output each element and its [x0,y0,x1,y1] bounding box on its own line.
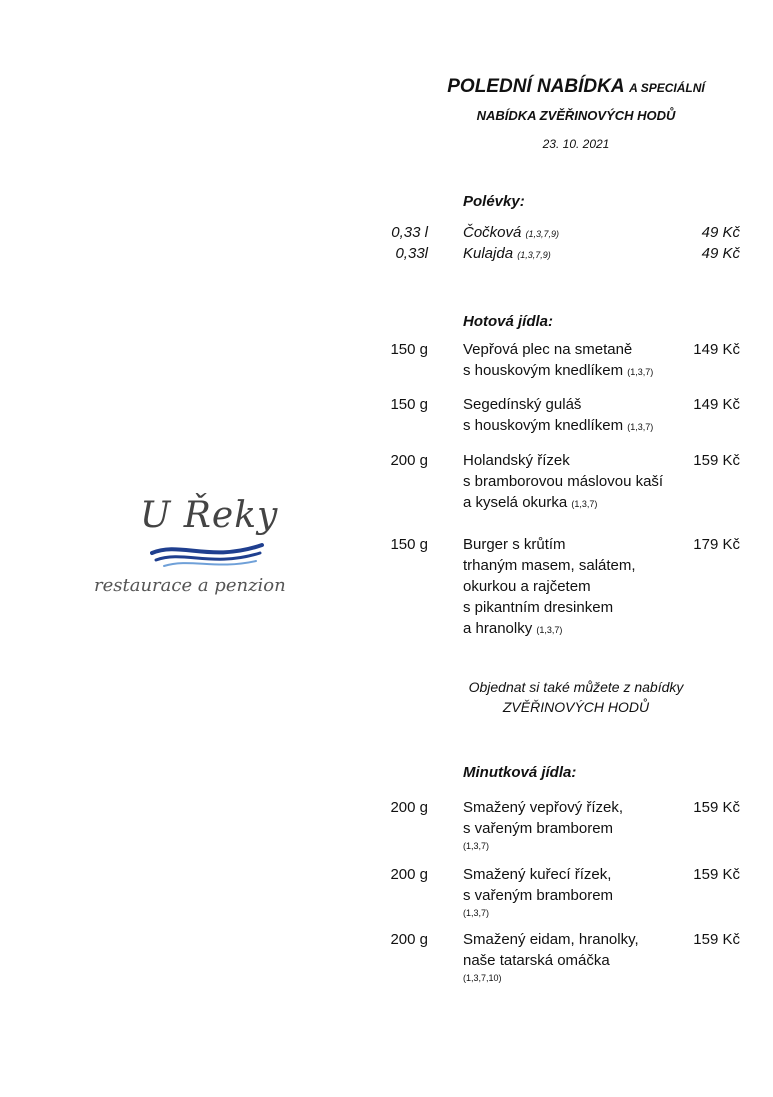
soup-price: 49 Kč [701,245,740,262]
dish-line: Burger s krůtím [463,536,566,553]
dish-line: s vařeným bramborem [463,887,614,904]
soup-allergens: (1,3,7,9) [525,229,560,239]
dish-line: Smažený vepřový řízek, [463,799,624,816]
dish-line: s vařeným bramborem [463,820,614,837]
dish-price: 149 Kč [693,341,740,358]
logo [90,495,300,615]
dish-allergens: (1,3,7) [571,499,598,509]
section-heading-soups: Polévky: [463,193,525,210]
soup-name: Čočková [463,224,522,241]
section-heading-main-dishes: Hotová jídla: [463,313,554,330]
dish-qty: 200 g [390,452,428,469]
menu-date: 23. 10. 2021 [542,137,610,151]
dish-allergens: (1,3,7) [627,422,654,432]
menu-title [400,76,752,98]
soup-allergens: (1,3,7,9) [517,250,551,260]
dish-line: Smažený eidam, hranolky, [463,931,639,948]
dish-line: Vepřová plec na smetaně [463,341,633,358]
dish-qty: 150 g [390,341,428,358]
dish-price: 159 Kč [693,866,740,883]
dish-line: s houskovým knedlíkem [463,362,624,379]
wave-icon [150,539,265,569]
dish-line: Holandský řízek [463,452,570,469]
dish-line: s pikantním dresinkem [463,599,614,616]
soup-price: 49 Kč [701,224,740,241]
dish-price: 159 Kč [693,931,740,948]
dish-qty: 200 g [390,866,428,883]
dish-line: s houskovým knedlíkem [463,417,624,434]
dish-allergens: (1,3,7,10) [463,973,502,983]
dish-allergens: (1,3,7) [463,841,490,851]
logo-tagline: restaurace a penzion [94,575,286,596]
dish-line: a kyselá okurka [463,494,568,511]
dish-allergens: (1,3,7) [627,367,654,377]
dish-line: trhaným masem, salátem, [463,557,636,574]
dish-line: okurkou a rajčetem [463,578,591,595]
section-heading-quick-dishes: Minutková jídla: [463,764,577,781]
note-line: Objednat si také můžete z nabídky [468,679,684,695]
dish-price: 159 Kč [693,452,740,469]
dish-line: a hranolky [463,620,533,637]
game-menu-note [400,677,752,717]
soup-name: Kulajda [463,245,514,262]
dish-allergens: (1,3,7) [463,908,490,918]
soup-qty: 0,33l [395,245,428,262]
dish-line: s bramborovou máslovou kaší [463,473,664,490]
dish-qty: 150 g [390,536,428,553]
dish-line: naše tatarská omáčka [463,952,610,969]
title-main: POLEDNÍ NABÍDKA [447,76,624,97]
soup-qty: 0,33 l [391,224,428,241]
note-line: ZVĚŘINOVÝCH HODŮ [502,699,650,715]
title-small: A SPECIÁLNÍ [629,81,705,95]
dish-allergens: (1,3,7) [536,625,563,635]
dish-qty: 200 g [390,931,428,948]
logo-title: U Řeky [140,495,279,536]
dish-line: Segedínský guláš [463,396,582,413]
dish-price: 159 Kč [693,799,740,816]
dish-qty: 150 g [390,396,428,413]
dish-price: 179 Kč [693,536,740,553]
menu-subtitle: NABÍDKA ZVĚŘINOVÝCH HODŮ [476,108,676,123]
dish-line: Smažený kuřecí řízek, [463,866,612,883]
dish-price: 149 Kč [693,396,740,413]
dish-qty: 200 g [390,799,428,816]
